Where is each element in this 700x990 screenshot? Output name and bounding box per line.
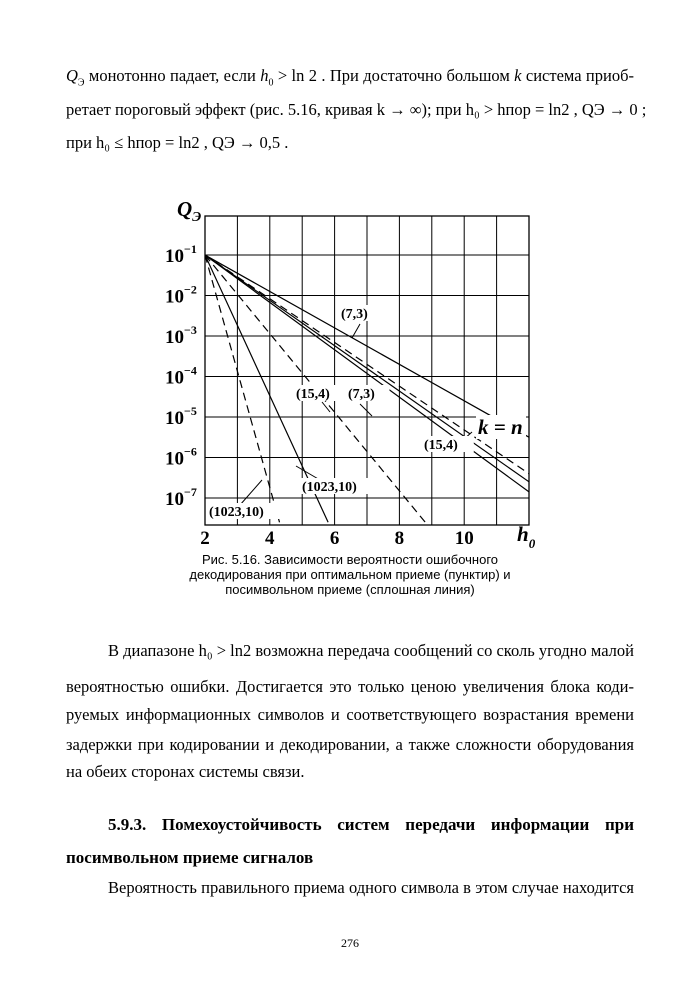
caption-line-2: декодирования при оптимальном приеме (пунктир) и [189,567,511,582]
y-axis-title: $Q_Э$ [177,197,202,225]
paragraph-line-2: вероятностью ошибки. Достигается это только ценою увеличения блока коди- [66,677,634,696]
top-text-line-2: ретает пороговый эффект (рис. 5.16, кривая k → ∞); при h₀ > hпор = ln2 , QЭ → 0 ; [66,100,647,119]
paragraph-line-5: на обеих сторонах системы связи. [66,762,305,781]
paragraph-line-4: задержки при кодировании и декодировании, а также сложности оборудования [66,735,634,754]
annotation-leader [360,404,372,416]
y-tick-label: $10^{-2}$ [165,282,197,308]
series-annotation-label: (1023,10) [209,505,264,520]
y-tick-label: $10^{-5}$ [165,404,197,429]
x-tick-label: 4 [265,528,275,549]
caption-line-1: Рис. 5.16. Зависимости вероятности ошибочного [201,552,499,567]
last-text-line: Вероятность правильного приема одного символа в этом случае находится [108,878,634,897]
series-annotation-label: (15,4) [424,438,458,453]
x-tick-label: 6 [329,528,340,549]
x-tick-label: 8 [394,528,405,549]
y-tick-label: $10^{-1}$ [165,242,197,267]
x-axis-title: $h_0$ [517,522,536,551]
y-tick-label: $10^{-7}$ [165,485,197,510]
series-annotation-label: (7,3) [341,307,368,322]
k-equals-n-label: k = n [478,415,523,439]
series-annotation-label: (1023,10) [302,480,357,495]
page-number: 276 [341,936,359,950]
y-tick-label: $10^{-3}$ [165,323,197,348]
series-annotation-label: (15,4) [296,387,330,402]
section-heading-line-1: 5.9.3. Помехоустойчивость систем передачи информации при [108,815,634,834]
top-text-line-1 [66,66,634,88]
figure-caption [150,552,550,597]
y-tick-label: $10^{-4}$ [165,363,197,389]
paragraph-line-3: руемых информационных символов и соответствующего возрастания времени [66,705,634,724]
figure-5-16-chart [150,190,550,555]
y-tick-label: $10^{-6}$ [165,444,197,470]
top-text-line-1-content: $Q_Э$ монотонно падает, если $h_0 > \ln 2$ . При достаточно большом k система приоб- [66,66,634,89]
top-text-line-3: при h₀ ≤ hпор = ln2 , QЭ → 0,5 . [66,133,289,152]
section-heading-line-2: посимвольном приеме сигналов [66,848,314,867]
x-tick-label: 2 [200,528,210,549]
annotation-leader [240,480,262,505]
caption-line-3: посимвольном приеме (сплошная линия) [225,582,475,597]
series-annotation-label: (7,3) [348,387,375,402]
x-tick-label: 10 [454,528,474,549]
paragraph-line-1: В диапазоне h₀ > ln2 возможна передача сообщений со сколь угодно малой [108,641,634,660]
annotation-leader [322,402,330,412]
